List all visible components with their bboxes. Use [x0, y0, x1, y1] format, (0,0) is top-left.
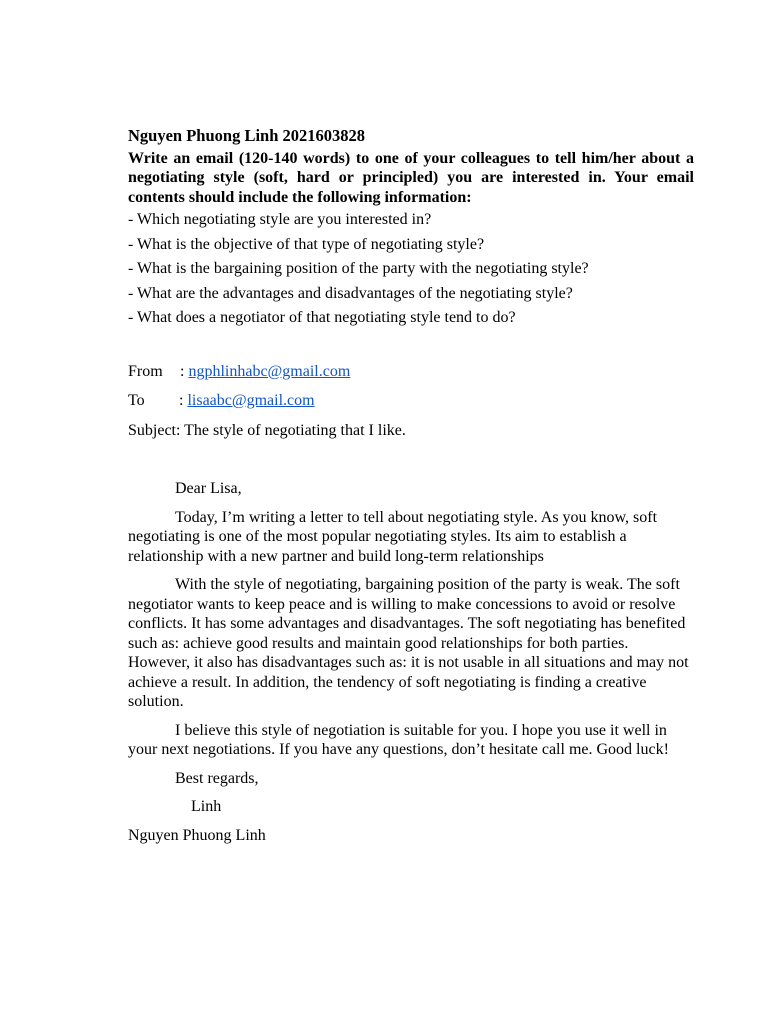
letter-signature: Linh	[191, 798, 222, 815]
email-from-row	[128, 362, 694, 382]
email-to-row	[128, 391, 694, 411]
question-3: - What is the bargaining position of the party with the negotiating style?	[128, 260, 589, 277]
from-separator: :	[180, 362, 189, 380]
to-label: To	[128, 392, 145, 409]
to-email-link[interactable]: lisaabc@gmail.com	[187, 392, 315, 409]
task-prompt: Write an email (120-140 words) to one of your colleagues to tell him/her about a negotiating style (soft, hard or principled) you are interested in. Your email contents should include the following information:	[128, 149, 694, 206]
question-1: - Which negotiating style are you interested in?	[128, 211, 432, 228]
from-email-link[interactable]: ngphlinhabc@gmail.com	[188, 362, 351, 380]
letter-paragraph-1: Today, I’m writing a letter to tell about negotiating style. As you know, soft negotiating is one of the most popular negotiating styles. Its aim to establish a relationship with a new partner and build long-term relationships	[128, 508, 658, 565]
question-4: - What are the advantages and disadvantages of the negotiating style?	[128, 284, 573, 302]
question-2: - What is the objective of that type of negotiating style?	[128, 235, 485, 253]
letter-paragraph-2: With the style of negotiating, bargaining position of the party is weak. The soft negotiator wants to keep peace and is willing to make concessions to avoid or resolve conflicts. It has some advantages and disadvantages. The soft negotiating has benefited such as: achieve good results and maintain good relationships for both parties. However, it also has disadvantages such as: it is not usable in all situations and may not achieve a result. In addition, the tendency of soft negotiating is finding a creative solution.	[128, 576, 689, 710]
letter-full-name: Nguyen Phuong Linh	[128, 826, 266, 844]
letter-paragraph-3: I believe this style of negotiation is suitable for you. I hope you use it well in your next negotiations. If you have any questions, don’t hesitate call me. Good luck!	[128, 721, 669, 758]
to-separator: :	[179, 392, 188, 409]
letter-greeting: Dear Lisa,	[175, 480, 242, 497]
question-5: - What does a negotiator of that negotiating style tend to do?	[128, 309, 516, 326]
letter-closing: Best regards,	[175, 769, 259, 787]
document-title: Nguyen Phuong Linh 2021603828	[128, 126, 366, 145]
email-subject: Subject: The style of negotiating that I like.	[128, 421, 406, 439]
from-label: From	[128, 362, 163, 380]
document-content	[128, 126, 694, 854]
